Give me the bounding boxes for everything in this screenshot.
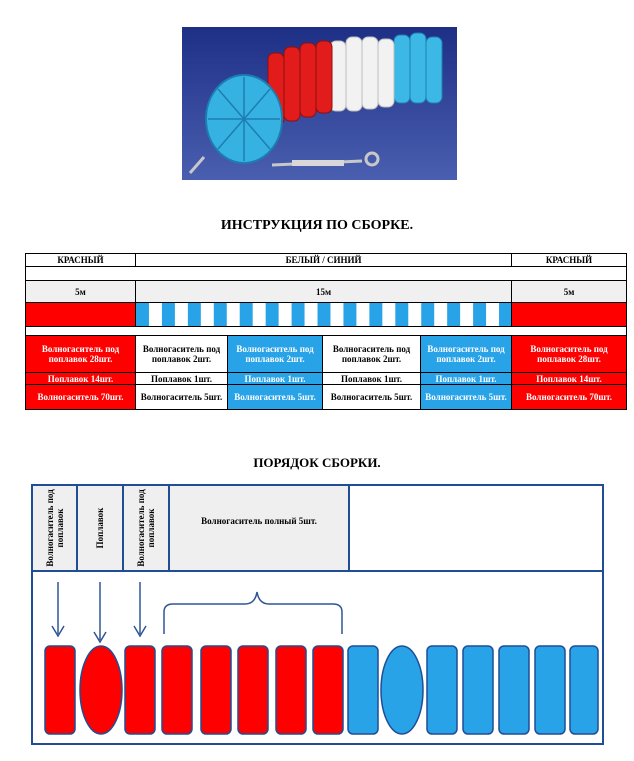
length-middle: 15м — [136, 281, 512, 303]
label-wave-under-float-2: Волногаситель под поплавок — [136, 489, 156, 567]
color-bar-red-left — [26, 303, 136, 327]
stripe-segment — [382, 303, 395, 326]
brace-bracket — [164, 592, 342, 634]
cell-col4-row1: Волногаситель под поплавок 2шт. — [323, 336, 421, 373]
table-row — [26, 336, 627, 373]
stripe-segment — [473, 303, 486, 326]
stripe-segment — [330, 303, 343, 326]
cell-col3-row3: Волногаситель 5шт. — [228, 385, 323, 410]
blue-wave-3 — [535, 646, 565, 734]
blue-wave-under-float-2 — [427, 646, 457, 734]
blue-wave-4 — [570, 646, 598, 734]
cell-col6-row3: Волногаситель 70шт. — [512, 385, 627, 410]
cell-col4-row2: Поплавок 1шт. — [323, 373, 421, 385]
label-cell-2 — [78, 486, 124, 570]
order-title: ПОРЯДОК СБОРКИ. — [253, 455, 381, 470]
cell-col1-row3: Волногаситель 70шт. — [26, 385, 136, 410]
blue-wave-1 — [463, 646, 493, 734]
stripe-segment — [343, 303, 356, 326]
label-cell-1 — [33, 486, 78, 570]
cell-col2-row2: Поплавок 1шт. — [136, 373, 228, 385]
stripe-segment — [136, 303, 149, 326]
cell-col2-row1: Волногаситель под поплавок 2шт. — [136, 336, 228, 373]
red-wave-under-float-1 — [45, 646, 75, 734]
cell-col5-row3: Волногаситель 5шт. — [421, 385, 512, 410]
cell-col6-row2: Поплавок 14шт. — [512, 373, 627, 385]
stripe-segment — [240, 303, 253, 326]
length-right: 5м — [512, 281, 627, 303]
red-wave-under-float-2 — [125, 646, 155, 734]
color-bar-red-right — [512, 303, 627, 327]
page-title: ИНСТРУКЦИЯ ПО СБОРКЕ. — [220, 218, 414, 233]
stripe-segment — [460, 303, 473, 326]
label-cell-3 — [124, 486, 170, 570]
cell-col3-row2: Поплавок 1шт. — [228, 373, 323, 385]
stripe-segment — [356, 303, 369, 326]
label-cell-4 — [170, 486, 350, 570]
color-bar-stripes — [136, 303, 512, 327]
length-left: 5м — [26, 281, 136, 303]
stripe-segment — [201, 303, 214, 326]
header-white-blue: БЕЛЫЙ / СИНИЙ — [136, 254, 512, 267]
stripe-segment — [499, 303, 511, 326]
label-wave-under-float-1: Волногаситель под поплавок — [44, 489, 65, 567]
red-float — [80, 646, 122, 734]
stripe-segment — [253, 303, 266, 326]
stripe-segment — [486, 303, 499, 326]
blue-wave-under-float-1 — [348, 646, 378, 734]
blue-float — [381, 646, 423, 734]
table-header-row — [26, 254, 627, 267]
cell-col5-row2: Поплавок 1шт. — [421, 373, 512, 385]
blue-wave-2 — [499, 646, 529, 734]
stripe-segment — [266, 303, 279, 326]
stripe-segment — [434, 303, 447, 326]
cell-col3-row1: Волногаситель под поплавок 2шт. — [228, 336, 323, 373]
stripe-segment — [318, 303, 331, 326]
label-float: Поплавок — [95, 507, 105, 549]
stripe-segment — [305, 303, 318, 326]
header-red-left: КРАСНЫЙ — [26, 254, 136, 267]
header-red-right: КРАСНЫЙ — [512, 254, 627, 267]
stripe-segment — [292, 303, 305, 326]
stripe-segment — [214, 303, 227, 326]
order-diagram — [33, 572, 602, 743]
table-row — [26, 385, 627, 410]
assembly-spec-table — [25, 253, 627, 410]
red-wave-4 — [276, 646, 306, 734]
stripe-pattern — [136, 303, 512, 326]
stripe-segment — [188, 303, 201, 326]
stripe-segment — [395, 303, 408, 326]
red-wave-1 — [162, 646, 192, 734]
cell-col6-row1: Волногаситель под поплавок 28шт. — [512, 336, 627, 373]
table-color-bar-row — [26, 303, 627, 327]
stripe-segment — [175, 303, 188, 326]
red-wave-5 — [313, 646, 343, 734]
stripe-segment — [279, 303, 292, 326]
red-wave-3 — [238, 646, 268, 734]
table-row — [26, 373, 627, 385]
stripe-segment — [421, 303, 434, 326]
cell-col2-row3: Волногаситель 5шт. — [136, 385, 228, 410]
stripe-segment — [447, 303, 460, 326]
cell-col4-row3: Волногаситель 5шт. — [323, 385, 421, 410]
stripe-segment — [227, 303, 240, 326]
stripe-segment — [149, 303, 162, 326]
stripe-segment — [369, 303, 382, 326]
product-photo — [182, 27, 457, 180]
table-empty-row — [26, 267, 627, 281]
table-length-row — [26, 281, 627, 303]
label-wave-full: Волногаситель полный 5шт. — [201, 516, 317, 526]
red-wave-2 — [201, 646, 231, 734]
stripe-segment — [408, 303, 421, 326]
stripe-segment — [162, 303, 175, 326]
cell-col1-row2: Поплавок 14шт. — [26, 373, 136, 385]
cell-col5-row1: Волногаситель под поплавок 2шт. — [421, 336, 512, 373]
cell-col1-row1: Волногаситель под поплавок 28шт. — [26, 336, 136, 373]
